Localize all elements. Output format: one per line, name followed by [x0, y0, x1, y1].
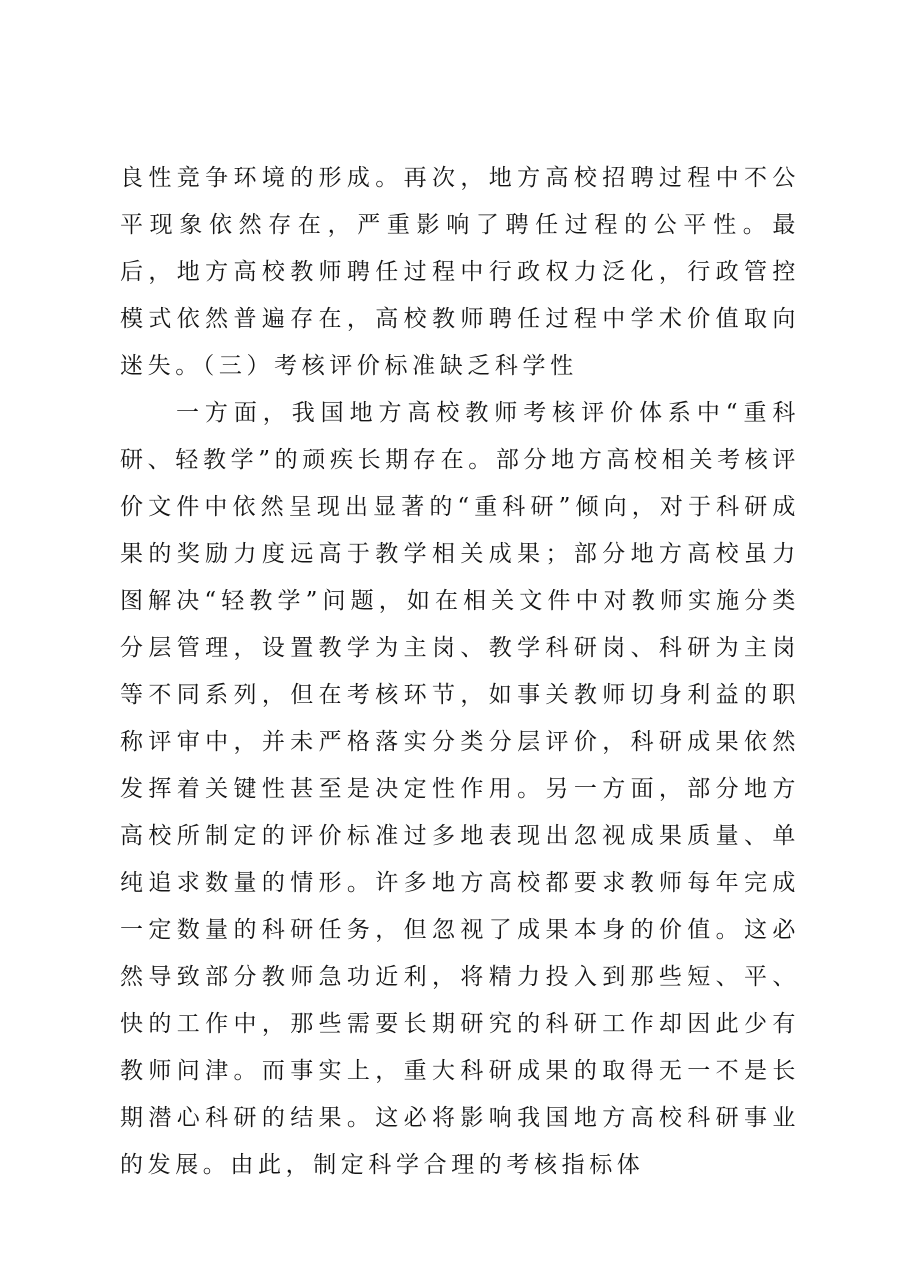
paragraph-evaluation-standards: 一方面，我国地方高校教师考核评价体系中“重科研、轻教学”的顽疾长期存在。部分地方高校相关考核评价文件中依然呈现出显著的“重科研”倾向，对于科研成果的奖励力度远高于教学相关成果；部分地方高校虽力图解决“轻教学”问题，如在相关文件中对教师实施分类分层管理，设置教学为主岗、教学科研岗、科研为主岗等不同系列，但在考核环节，如事关教师切身利益的职称评审中，并未严格落实分类分层评价，科研成果依然发挥着关键性甚至是决定性作用。另一方面，部分地方高校所制定的评价标准过多地表现出忽视成果质量、单纯追求数量的情形。许多地方高校都要求教师每年完成一定数量的科研任务，但忽视了成果本身的价值。这必然导致部分教师急功近利，将精力投入到那些短、平、快的工作中，那些需要长期研究的科研工作却因此少有教师问津。而事实上，重大科研成果的取得无一不是长期潜心科研的结果。这必将影响我国地方高校科研事业的发展。由此，制定科学合理的考核指标体	[120, 400, 800, 1178]
paragraph-continuation: 良性竞争环境的形成。再次，地方高校招聘过程中不公平现象依然存在，严重影响了聘任过程的公平性。最后，地方高校教师聘任过程中行政权力泛化，行政管控模式依然普遍存在，高校教师聘任过程中学术价值取向迷失。（三）考核评价标准缺乏科学性	[120, 165, 800, 379]
document-page	[120, 155, 800, 1189]
